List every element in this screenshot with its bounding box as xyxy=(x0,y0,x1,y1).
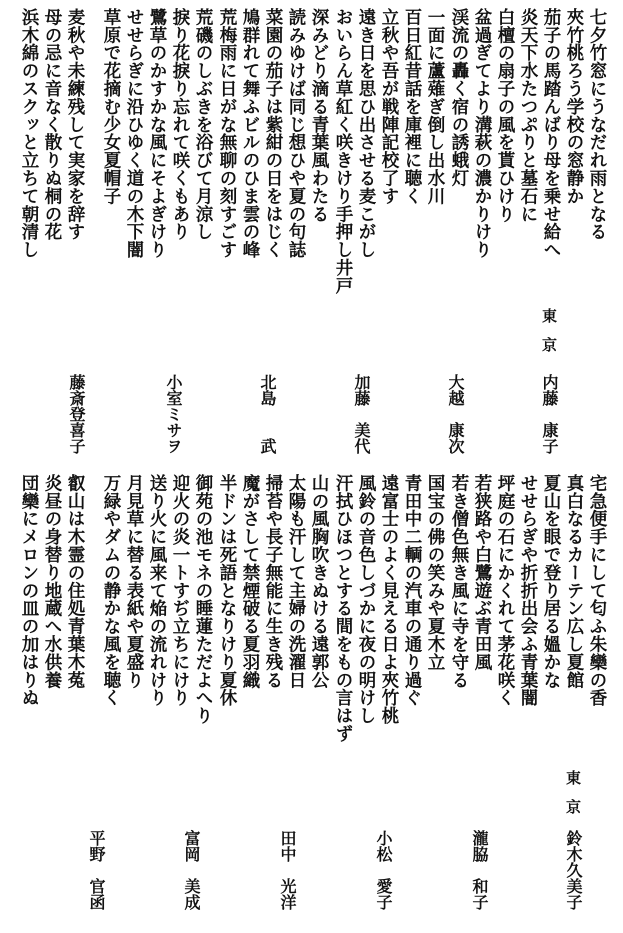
haiku-line: 渓流の轟く宿の誘蛾灯 xyxy=(449,8,469,187)
haiku-line: 鷺草のかすかな風にそよぎけり xyxy=(147,8,167,259)
haiku-line: 鳩群れて舞ふビルのひま雲の峰 xyxy=(240,8,260,259)
author-name: 大越 康次 xyxy=(446,374,465,454)
haiku-line: せせらぎや折折出会ふ青葉闇 xyxy=(518,474,538,707)
haiku-line: 坪庭の石にかくれて茅花咲く xyxy=(495,474,515,707)
haiku-line: 迎火の炎一トすぢ立ちにけり xyxy=(170,474,190,707)
haiku-line: 母の忌に音なく散りぬ桐の花 xyxy=(42,8,62,241)
top-haiku-section xyxy=(0,8,623,454)
haiku-line: 浜木綿のスクッと立ちて朝清し xyxy=(19,8,39,259)
author-name: 平野 官函 xyxy=(87,830,106,910)
haiku-line: 七夕竹窓にうなだれ雨となる xyxy=(587,8,607,241)
haiku-line: おいらん草紅く咲きけり手押し井戸 xyxy=(333,8,353,295)
haiku-line: 御苑の池モネの睡蓮ただよへり xyxy=(193,474,213,725)
haiku-line: 一面に蘆薙ぎ倒し出水川 xyxy=(425,8,445,205)
author-name: 北島 武 xyxy=(258,374,277,454)
author-name: 瀧脇 和子 xyxy=(470,830,489,910)
haiku-line: 遠富士のよく見える日よ夾竹桃 xyxy=(379,474,399,725)
haiku-line: 炎昼の身替り地蔵へ水供養 xyxy=(42,474,62,689)
haiku-line: 月見草に替る表紙や夏盛り xyxy=(124,474,144,689)
haiku-line: 青田中二輌の汽車の通り過ぐ xyxy=(402,474,422,707)
author-name: 富岡 美成 xyxy=(182,830,201,910)
haiku-line: 深みどり滴る青葉風わたる xyxy=(309,8,329,223)
haiku-line: 荒梅雨に日がな無聊の刻すごす xyxy=(217,8,237,259)
haiku-line: 宅急便手にして匂ふ朱欒の香 xyxy=(587,474,607,707)
author-name: 小松 愛子 xyxy=(374,830,393,910)
author-name: 藤斎登喜子 xyxy=(67,374,86,454)
author-name: 小室ミサヲ xyxy=(164,374,183,454)
haiku-line: 草原で花摘む少女夏帽子 xyxy=(101,8,121,205)
haiku-line: 炎天下水たつぷりと墓石に xyxy=(518,8,538,223)
haiku-line: 掃苔や長子無能に生き残る xyxy=(263,474,283,689)
haiku-line: 読みゆけば同じ想ひや夏の句誌 xyxy=(286,8,306,259)
haiku-line: 捩り花捩り忘れて咲くもあり xyxy=(170,8,190,241)
haiku-line: 若狭路や白鷺遊ぶ青田風 xyxy=(472,474,492,671)
author-name: 鈴木久美子 xyxy=(564,830,583,910)
haiku-line: 百日紅昔話を庫裡に聴く xyxy=(402,8,422,205)
haiku-line: 風鈴の音色しづかに夜の明けし xyxy=(356,474,376,725)
haiku-line: 太陽も汗して主婦の洗濯日 xyxy=(286,474,306,689)
haiku-line: 団欒にメロンの皿の加はりぬ xyxy=(19,474,39,707)
haiku-line: せせらぎに沿ひゆく道の木下闇 xyxy=(124,8,144,259)
haiku-line: 遠き日を思ひ出させる麦こがし xyxy=(356,8,376,259)
haiku-line: 魔がさして禁煙破る夏羽織 xyxy=(240,474,260,689)
author-name: 内藤 康子 xyxy=(540,374,559,454)
haiku-line: 汗拭ひほつとする間をもの言はず xyxy=(333,474,353,743)
haiku-line: 荒磯のしぶきを浴びて月涼し xyxy=(193,8,213,241)
haiku-line: 盆過ぎてより溝萩の濃かりけり xyxy=(472,8,492,259)
haiku-line: 立秋や吾が戦陣記校了す xyxy=(379,8,399,205)
haiku-line: 夏山を眼で登り居る媼かな xyxy=(541,474,561,689)
haiku-line: 送り火に風来て焔の流れけり xyxy=(147,474,167,707)
haiku-line: 白檀の扇子の風を貰ひけり xyxy=(495,8,515,223)
haiku-line: 真白なるカーテン広し夏館 xyxy=(564,474,584,689)
haiku-line: 菜園の茄子は紫紺の日をはじく xyxy=(263,8,283,259)
haiku-line: 国宝の佛の笑みや夏木立 xyxy=(425,474,445,671)
haiku-line: 茄子の馬踏んばり母を乗せ給へ xyxy=(541,8,561,259)
author-name: 田中 光洋 xyxy=(278,830,297,910)
haiku-line: 麦秋や未練残して実家を辞す xyxy=(65,8,85,241)
haiku-line: 若き僧色無き風に寺を守る xyxy=(449,474,469,689)
haiku-line: 夾竹桃ろう学校の窓静か xyxy=(564,8,584,205)
author-place: 東京 xyxy=(564,770,582,828)
haiku-line: 半ドンは死語となりけり夏休 xyxy=(217,474,237,707)
haiku-line: 山の風胸吹きぬける遠郭公 xyxy=(309,474,329,689)
bottom-haiku-section xyxy=(0,474,623,926)
haiku-line: 叡山は木霊の住処青葉木菟 xyxy=(65,474,85,689)
author-name: 加藤 美代 xyxy=(352,374,371,454)
haiku-line: 万緑やダムの静かな風を聴く xyxy=(101,474,121,707)
author-place: 東京 xyxy=(540,308,558,366)
